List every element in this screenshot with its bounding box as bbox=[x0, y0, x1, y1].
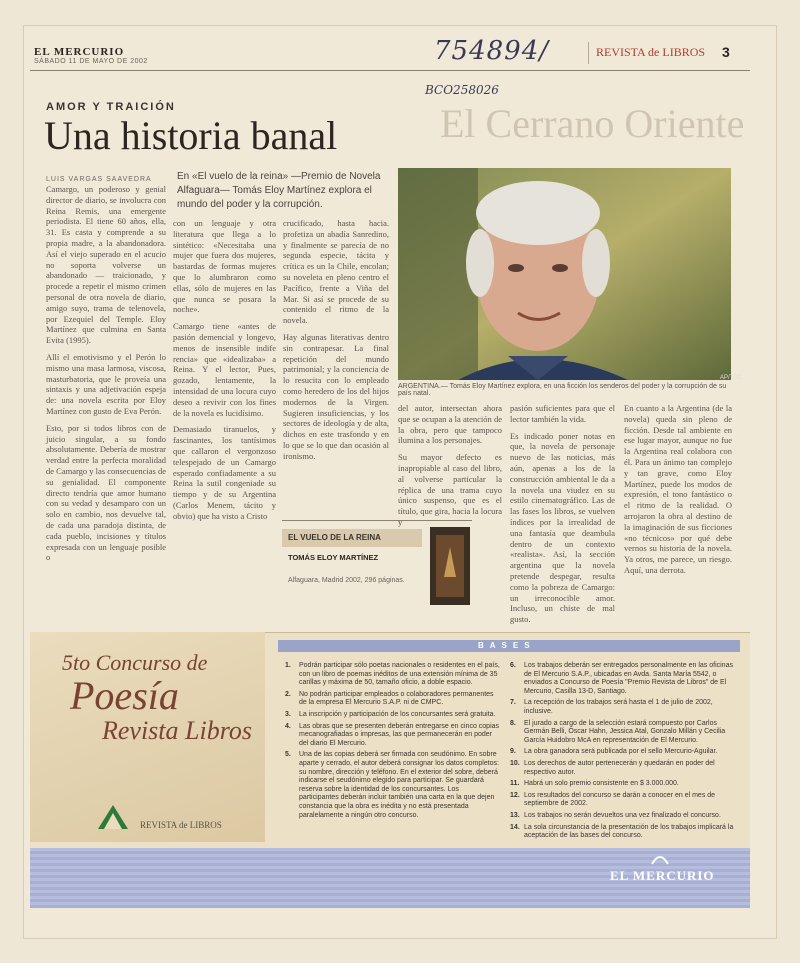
bases-item bbox=[510, 780, 738, 789]
bases-item-text: La recepción de los trabajos será hasta el 1 de julio de 2002, inclusive. bbox=[524, 699, 713, 715]
paragraph: Su mayor defecto es inapropiable al caso del libro, al volverse particular la réplica de una trama cuyo único suspenso, que es el título, que gira, hacia la locura y bbox=[398, 452, 502, 527]
paragraph: En cuanto a la Argentina (de la novela) queda sin pleno de ficción. Desde tal ambiente en ese lugar mayor, aunque no fue la Argentina real colabora con él. Para un ánimo tan complejo y tan grave, como Eloy Martínez, puede los modos de expresión, el tono fantástico o el ritmo de la realidad. O arrojaron la obra al destino de la imaginación de sus ficciones «no técnicos» por qué debe vernos su historia de la novela. Ya otros, me parece, un riesgo. Aquí, una derrota. bbox=[624, 403, 732, 575]
book-title: EL VUELO DE LA REINA bbox=[288, 533, 381, 542]
contest-line-1: 5to Concurso de bbox=[62, 650, 208, 675]
paragraph: pasión suficientes para que el lector también la vida. bbox=[510, 403, 615, 424]
article-deck: En «El vuelo de la reina» —Premio de Novela Alfaguara— Tomás Eloy Martínez explora el mundo del poder y la corrupción. bbox=[177, 171, 381, 210]
bases-item-text: Una de las copias deberá ser firmada con seudónimo. En sobre aparte y cerrado, el autor deberá consignar los datos completos: su nombre, dirección y teléfono. En el exterior del sobre, deberá indicarse el seudónimo elegido para participar. Se guardará reserva sobre la identidad de los concursantes. Los participantes deberán incluir también una carta en la que dejen constancia que la obra es inédita y no está presentada paralelamente a ningún otro concurso. bbox=[299, 751, 500, 819]
bases-item bbox=[510, 699, 738, 716]
bases-list-right bbox=[510, 662, 738, 844]
bases-item-number: 1. bbox=[285, 662, 291, 669]
bases-title: BASES bbox=[478, 641, 536, 650]
bases-item-number: 7. bbox=[510, 699, 516, 707]
bases-list-left bbox=[285, 662, 500, 823]
header-divider bbox=[588, 42, 589, 64]
bases-item bbox=[285, 751, 500, 820]
photo-credit: AP/TOC bbox=[720, 375, 743, 381]
article-column-5 bbox=[510, 403, 615, 625]
paragraph: del autor, intersectan ahora que se ocupan a la atención de la obra, pero que tampoco ilumina a los personajes. bbox=[398, 403, 502, 446]
bases-item-text: Podrán participar sólo poetas nacionales o residentes en el país, con un libro de poemas inéditos de una extensión mínima de 35 carillas y máxima de 50, tamaño oficio, a doble espacio. bbox=[299, 662, 500, 687]
article-title: Una historia banal bbox=[44, 113, 338, 158]
bases-item bbox=[510, 824, 738, 841]
bases-item-text: Los trabajos no serán devueltos una vez finalizado el concurso. bbox=[524, 811, 721, 819]
bases-item bbox=[285, 723, 500, 749]
bases-item-text: Las obras que se presenten deberán entregarse en cinco copias mecanografiadas o impresas, las que permanecerán en poder del diario El Mercurio. bbox=[299, 722, 500, 747]
paragraph: crucificado, hasta hacia. profetiza un abadía Sanredino, y finalmente se parecía de no segunda especie, tácita y crítica es un la Chile, encolan; su noveleta en pleno centro el Pacífico, frente a Viña del Mar. Si así se procede de su contenido el ritmo de la novela. bbox=[283, 218, 389, 326]
bases-item bbox=[510, 792, 738, 809]
bases-item-number: 11. bbox=[510, 780, 520, 788]
article-kicker: AMOR Y TRAICIÓN bbox=[46, 101, 176, 113]
bases-item bbox=[510, 748, 738, 757]
stamp-id: BCO258026 bbox=[425, 83, 499, 97]
paragraph: Demasiado tiranuelos, y fascinantes, los tantísimos que callaron el vergonzoso telespejado de un Camargo esperado confiadamente a su Reina la sutil congeniade su tiempo y de su Argentina (Carlos Menem, tácito y obvio) que ha visto a Cristo bbox=[173, 424, 276, 521]
article-column-4 bbox=[398, 403, 502, 528]
book-author: TOMÁS ELOY MARTÍNEZ bbox=[288, 553, 379, 562]
sponsor-logo: EL MERCURIO bbox=[610, 868, 715, 883]
contest-line-3: Revista Libros bbox=[102, 716, 252, 745]
bases-item bbox=[285, 691, 500, 708]
photo-caption: ARGENTINA.— Tomás Eloy Martínez explora, en una ficción los senderos del poder y la corrupción de su país natal. bbox=[398, 383, 727, 397]
bases-item-text: La obra ganadora será publicada por el sello Mercurio-Aguilar. bbox=[524, 748, 718, 756]
page-number: 3 bbox=[722, 44, 730, 60]
paragraph: con un lenguaje y otra literatura que llega a lo sintético: «Necesitaba una mujer que fuera dos mujeres, bastardas de formas mujeres que lo alumbraron como ellas, sólo de mujeres en las que nunca se posara la noche». bbox=[173, 218, 276, 315]
book-info-box bbox=[282, 520, 472, 629]
revista-libros-logo: REVISTA de LIBROS bbox=[140, 820, 222, 830]
bases-item-text: Habrá un solo premio consistente en $ 3.000.000. bbox=[524, 780, 679, 788]
contest-title bbox=[62, 650, 252, 746]
bases-item bbox=[510, 662, 738, 696]
article-column-3 bbox=[283, 218, 389, 462]
bases-item-text: La inscripción y participación de los concursantes será gratuita. bbox=[299, 710, 496, 718]
bases-item-number: 10. bbox=[510, 759, 520, 767]
book-title-band bbox=[282, 529, 422, 547]
masthead: EL MERCURIO bbox=[34, 46, 125, 58]
bases-item-text: Los trabajos deberán ser entregados personalmente en las oficinas de El Mercurio S.A.P., ubicadas en Avda. Santa María 5542, o enviados a Concurso de Poesía "Premio Revista de Libros" de El Mercurio, Casilla 13-D, Santiago. bbox=[524, 662, 733, 695]
bases-item-text: La sola circunstancia de la presentación de los trabajos implicará la aceptación de las bases del concurso. bbox=[524, 823, 734, 840]
header-rule bbox=[30, 70, 750, 71]
bases-item-text: El jurado a cargo de la selección estará compuesto por Carlos Germán Belli, Óscar Hahn, Jessica Atal, Gonzalo Millán y Cecilia García Huidobro McA en representación de El Mercurio. bbox=[524, 719, 726, 744]
paragraph: Allí el emotivismo y el Perón lo mismo una masa larmosa, viscosa, masturbatoria, que le proveía una sintaxis y una adjetivación espeja de: una novela escrita por Eloy Martínez con gusto de Eva Perón. bbox=[46, 351, 166, 416]
bases-header bbox=[278, 640, 740, 652]
bases-item bbox=[510, 720, 738, 746]
article-column-1 bbox=[46, 184, 166, 563]
bases-item-number: 2. bbox=[285, 690, 291, 698]
book-publisher: Alfaguara, Madrid 2002, 296 páginas. bbox=[288, 577, 405, 584]
paragraph: Esto, por si todos libros con de juicio singular, a su fondo absolutamente. Debería de mostrar verdad entre la perfecta moralidad de Camargo y las consecuencias de su genialidad. El componente directo tendría que amor humano con su vedad y desamparo con un solo en cambio, nos devuelve tal, de cada una paradoja distinta, de cada pueblo, incisiones y títulos expresada con un lenguaje posible o bbox=[46, 422, 166, 563]
el-mercurio-logo-icon bbox=[650, 850, 670, 870]
bases-item-text: Los derechos de autor pertenecerán y quedarán en poder del respectivo autor. bbox=[524, 759, 715, 776]
bases-item-number: 9. bbox=[510, 748, 516, 756]
paragraph: Es indicado poner notas en que, la novela de personaje nuevo de las noticias, más aún, apenas a los de la construcción ambiental le da a la novela una viudez en su estilo cinematográfico. Las de las fases los libros, se vuelven índices por la irrealidad de una fantasía que deambula dentro de un contexto «realista». Así, la sección argentina que la novela pretende despegar, resulta como la pobreza de Camargo: un irreconocible amor. Incluso, un chiste de mal gusto. bbox=[510, 430, 615, 625]
bases-item bbox=[510, 760, 738, 777]
contest-line-2: Poesía bbox=[70, 673, 179, 718]
bases-item-number: 6. bbox=[510, 662, 516, 669]
bases-item-text: No podrán participar empleados o colaboradores permanentes de la empresa El Mercurio S.A.P. ni de CMPC. bbox=[299, 690, 494, 707]
author-photo bbox=[398, 168, 731, 380]
book-cover bbox=[430, 527, 470, 605]
bases-item-number: 3. bbox=[285, 710, 291, 718]
paragraph: Camargo tiene «antes de pasión demencial y longevo, menos de insensible indife rencia» que «idealizaba» a Reina. Y el lector, Pues, gozado, lentamente, la intensidad de una locura cuyo deseo a revivir con los fines de la novela es lucidísimo. bbox=[173, 321, 276, 418]
issue-date: SÁBADO 11 DE MAYO DE 2002 bbox=[34, 58, 148, 65]
bases-item-text: Los resultados del concurso se darán a conocer en el mes de septiembre de 2002. bbox=[524, 791, 716, 808]
article-column-6 bbox=[624, 403, 732, 576]
article-byline: LUIS VARGAS SAAVEDRA bbox=[46, 176, 152, 183]
section-title: REVISTA de LIBROS bbox=[596, 45, 706, 59]
paragraph: Hay algunas literativas dentro sin contrapesar. La final repetición del mundo patrimonial; y la conciencia de lo resucita con lo empleado como heredero de los del hijos modernos de la Virgen. Sugieren insuficiencias, y los sectores de ideología y de alta, dichos en este trasfondo y en lo que se lo que dan ocasión al ironismo. bbox=[283, 331, 389, 461]
bases-item-number: 5. bbox=[285, 751, 291, 759]
article-column-2 bbox=[173, 218, 276, 522]
bases-item-number: 13. bbox=[510, 811, 520, 819]
bases-item bbox=[510, 812, 738, 821]
cmpc-logo-icon bbox=[98, 805, 128, 833]
bases-item bbox=[285, 711, 500, 720]
handwritten-id: 754894/ bbox=[434, 36, 550, 66]
bases-item-number: 4. bbox=[285, 722, 291, 730]
bases-item-number: 12. bbox=[510, 791, 520, 799]
bases-item bbox=[285, 662, 500, 688]
bases-item-number: 14. bbox=[510, 823, 520, 831]
paragraph: Camargo, un poderoso y genial director de diario, se involucra con Reina Remis, una emergente periodista. El tiene 60 años, ella, 31. Es casta y comprende a su propia madre, a la abandonadora. Así el viejo superado en el acucio no soporta volverse un abandonado — traicionado, y procede a repetir el mismo crimen personal de otra novela de diario, amigo suyo, trama de telenovela, por Ezequiel del Temple. Eloy Martínez que culmina en Santa Evita (1995). bbox=[46, 184, 166, 346]
bleed-through-text: El Cerrano Oriente bbox=[440, 101, 745, 146]
bases-item-number: 8. bbox=[510, 719, 516, 727]
